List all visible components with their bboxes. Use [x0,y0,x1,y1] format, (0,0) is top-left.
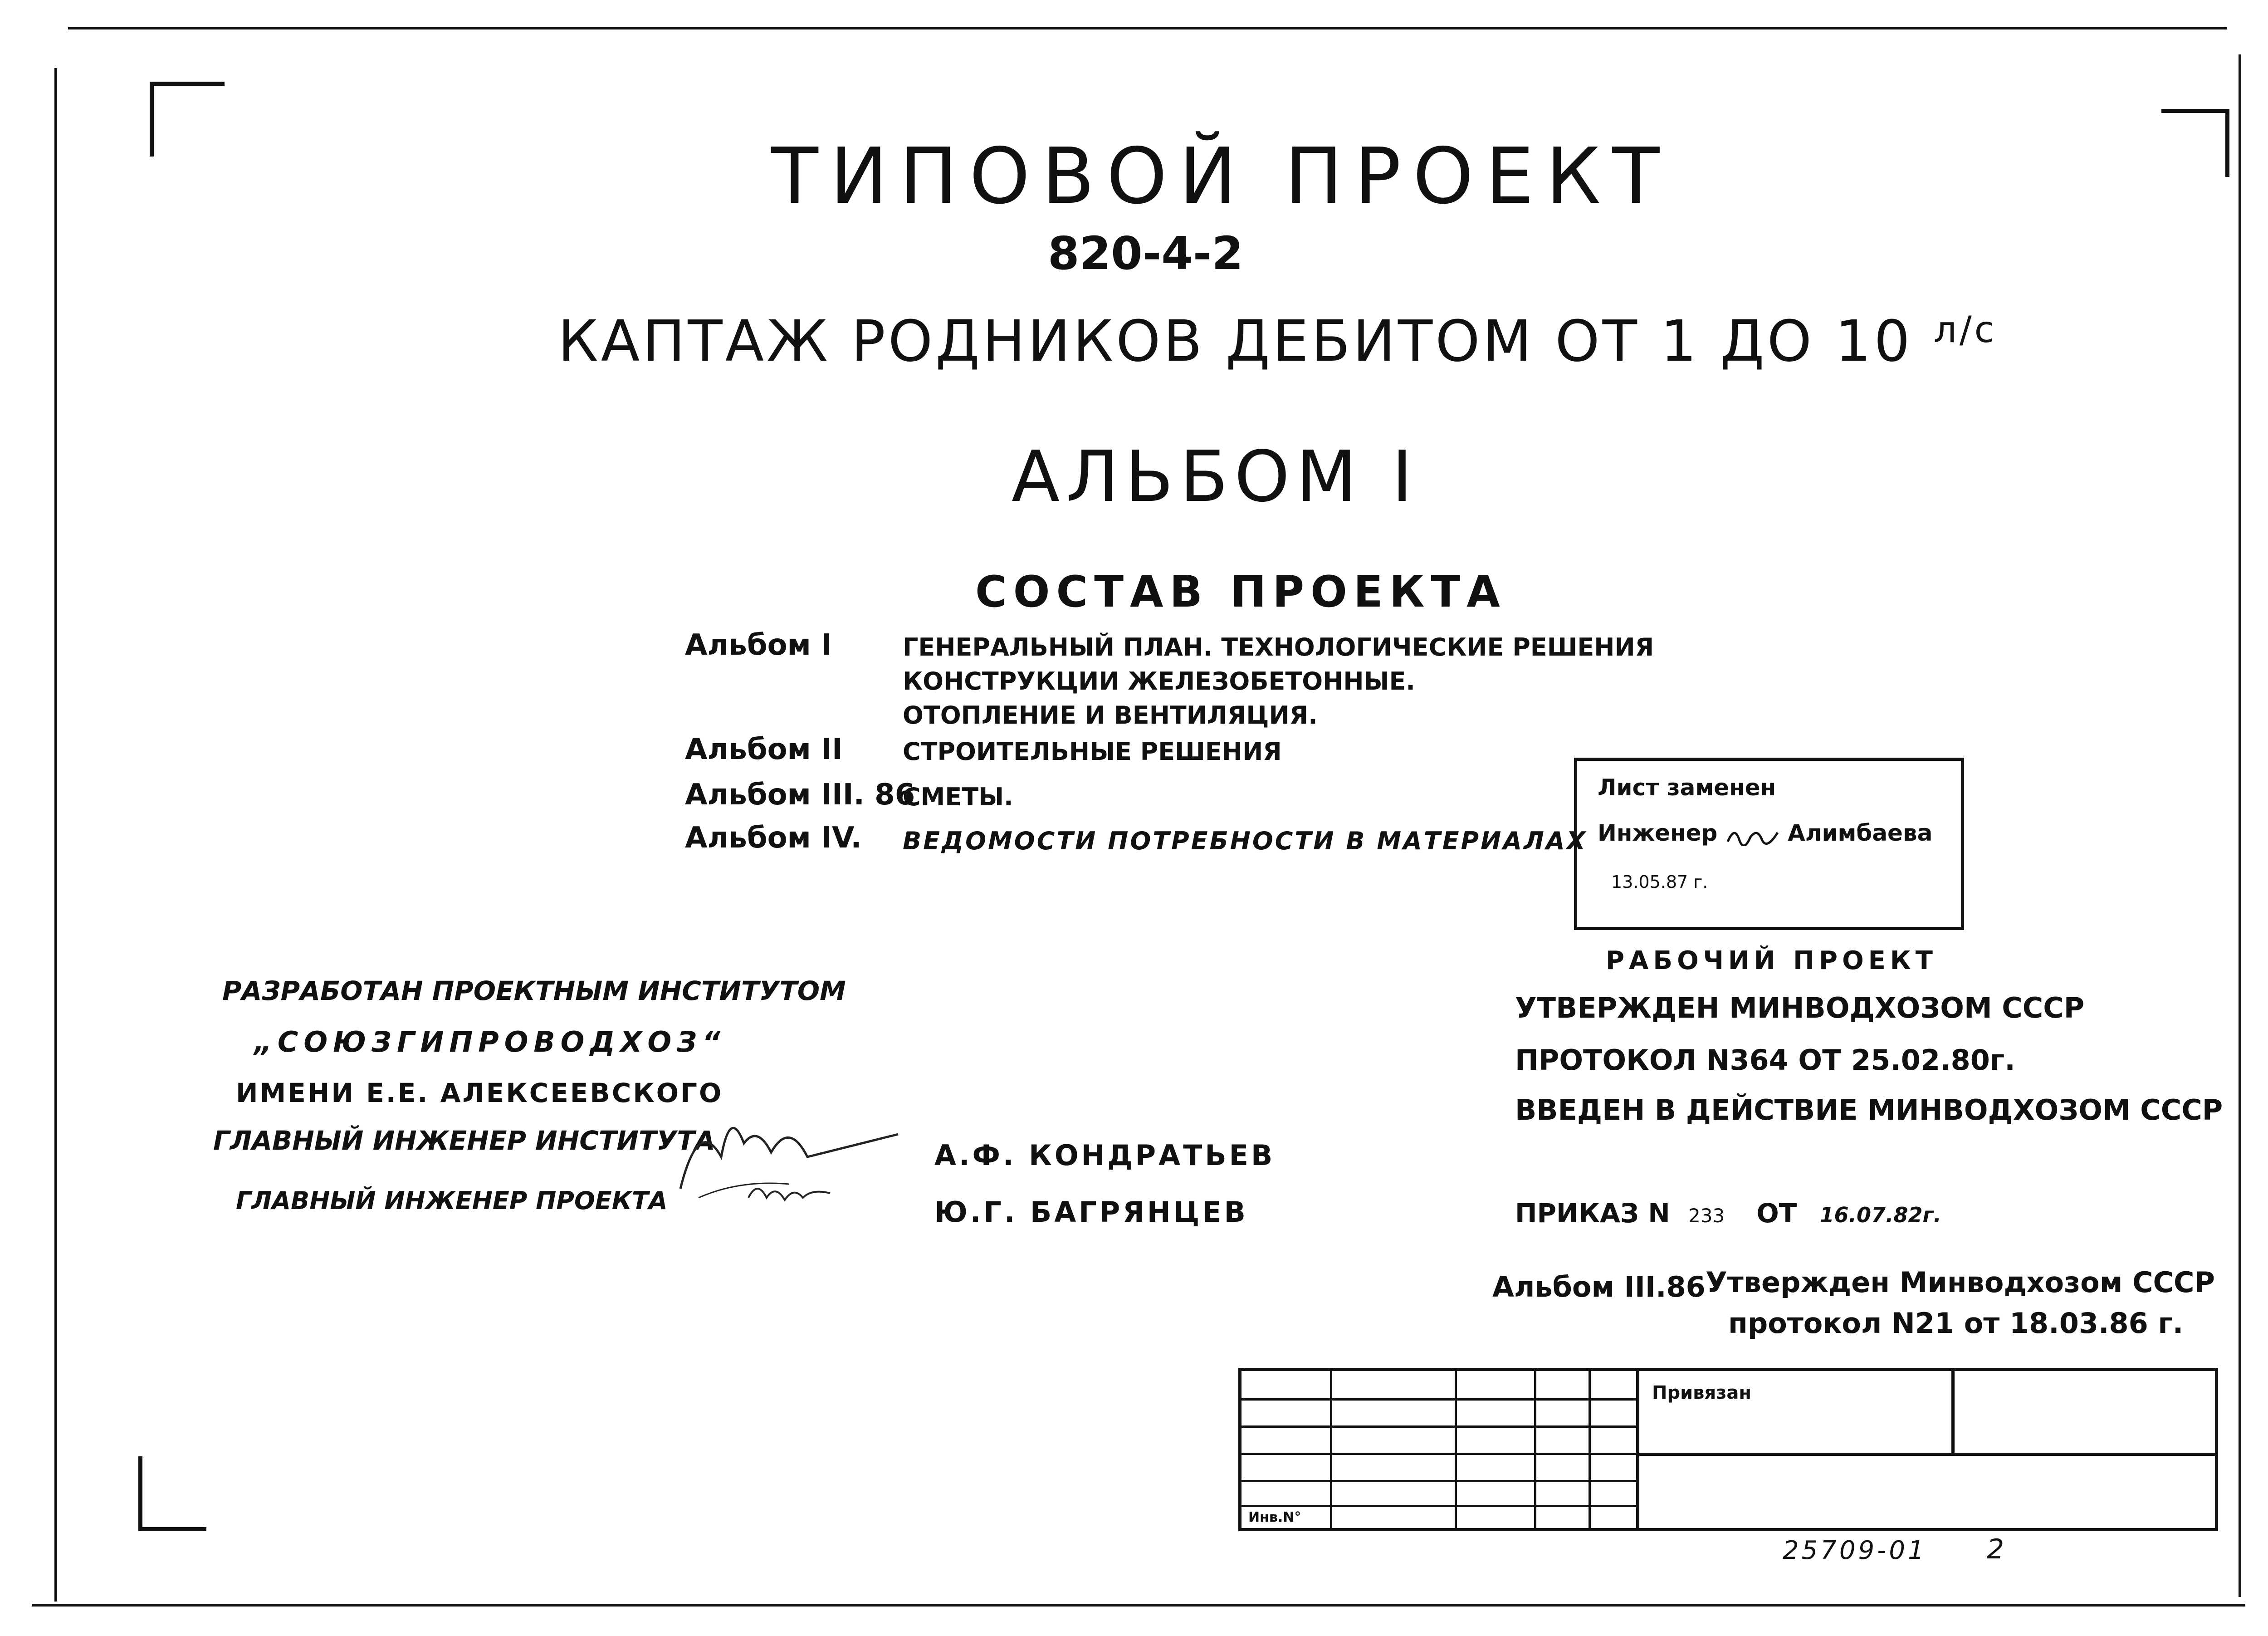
stamp-inventory-label: Инв.N° [1248,1509,1301,1525]
order-label: ПРИКАЗ N [1515,1198,1670,1229]
composition-heading: СОСТАВ ПРОЕКТА [975,567,1506,617]
order-number: 233 [1688,1205,1725,1227]
document-title: ТИПОВОЙ ПРОЕКТ [771,132,1672,221]
developer-role-1: ГЛАВНЫЙ ИНЖЕНЕР ИНСТИТУТА [213,1125,715,1156]
stamp-sheet-number: 2 [1987,1533,2004,1565]
project-subtitle-unit: л/с [1933,309,1997,351]
stamp-row-line [1242,1453,1636,1455]
stamp-row-line [1242,1398,1636,1401]
stamp-row-line [1242,1505,1636,1507]
order-date: 16.07.82г. [1819,1203,1941,1227]
replacement-note-date: 13.05.87 г. [1611,872,1708,892]
album3-approval-line-1: Утвержден Минводхозом СССР [1706,1266,2215,1299]
project-number: 820-4-2 [1048,227,1243,280]
replacement-note-box [1574,758,1964,930]
album3-approval-label: Альбом III.86 [1492,1270,1706,1303]
developer-name-1: А.Ф. КОНДРАТЬЕВ [934,1139,1276,1172]
replacement-signature-icon [1725,823,1780,846]
album-1-label: Альбом I [685,628,832,662]
album-1-line-2: КОНСТРУКЦИИ ЖЕЛЕЗОБЕТОННЫЕ. [903,667,1415,696]
corner-mark-bl-h [138,1527,206,1531]
project-subtitle [558,309,1997,374]
stamp-row-line [1242,1425,1636,1428]
album-3-label: Альбом III. 86 [685,778,915,812]
replacement-note-line-1: Лист заменен [1598,774,1776,801]
approval-line-4 [1515,1198,1941,1229]
developer-line-3: ИМЕНИ Е.Е. АЛЕКСЕЕВСКОГО [236,1078,723,1108]
title-block-stamp [1238,1368,2218,1531]
approval-line-1: УТВЕРЖДЕН МИНВОДХОЗОМ СССР [1515,991,2085,1024]
album-2-label: Альбом II [685,733,843,766]
stamp-divider [1589,1371,1591,1531]
corner-mark-bl-v [138,1456,142,1531]
developer-line-1: РАЗРАБОТАН ПРОЕКТНЫМ ИНСТИТУТОМ [222,975,846,1006]
album-4-label: Альбом IV. [685,821,862,855]
order-from-label: ОТ [1756,1198,1797,1229]
corner-mark-tr-h [2161,109,2229,113]
stamp-divider [1455,1371,1457,1531]
approval-line-3: ВВЕДЕН В ДЕЙСТВИЕ МИНВОДХОЗОМ СССР [1515,1093,2223,1127]
album-4-line-1: ВЕДОМОСТИ ПОТРЕБНОСТИ В МАТЕРИАЛАХ [903,827,1588,855]
stamp-divider [1636,1371,1639,1531]
developer-name-2: Ю.Г. БАГРЯНЦЕВ [934,1195,1248,1229]
frame-right [2239,54,2241,1597]
album3-approval-line-2: протокол N21 от 18.03.86 г. [1728,1307,2184,1340]
corner-mark-tr-v [2225,109,2229,177]
album-3-line-1: СМЕТЫ. [903,783,1013,811]
stamp-document-number: 25709-01 [1783,1536,1927,1565]
album-title: АЛЬБОМ I [1012,436,1419,518]
replacement-note-role: Инженер [1598,820,1718,846]
corner-mark-tl-h [150,82,225,86]
stamp-bound-label: Привязан [1652,1382,1752,1403]
stamp-divider [1330,1371,1332,1531]
signature-project-engineer-icon [744,1175,835,1216]
developer-institute-name: „СОЮЗГИПРОВОДХОЗ“ [254,1025,726,1058]
replacement-note-line-2 [1598,820,1932,846]
replacement-note-name: Алимбаева [1788,820,1933,846]
stamp-row-line [1636,1453,2218,1456]
stamp-divider [1534,1371,1536,1531]
stamp-divider [1951,1371,1955,1455]
corner-mark-tl-v [150,82,154,157]
developer-role-2: ГЛАВНЫЙ ИНЖЕНЕР ПРОЕКТА [236,1186,668,1215]
frame-top [68,27,2227,29]
frame-bottom [32,1604,2245,1607]
stamp-row-line [1242,1480,1636,1482]
album-1-line-1: ГЕНЕРАЛЬНЫЙ ПЛАН. ТЕХНОЛОГИЧЕСКИЕ РЕШЕНИЯ [903,633,1654,661]
album-2-line-1: СТРОИТЕЛЬНЫЕ РЕШЕНИЯ [903,737,1282,766]
project-subtitle-text: КАПТАЖ РОДНИКОВ ДЕБИТОМ ОТ 1 ДО 10 [558,309,1913,374]
approval-heading: РАБОЧИЙ ПРОЕКТ [1606,946,1937,975]
album-1-line-3: ОТОПЛЕНИЕ И ВЕНТИЛЯЦИЯ. [903,701,1318,730]
approval-line-2: ПРОТОКОЛ N364 ОТ 25.02.80г. [1515,1043,2015,1077]
frame-left [54,68,57,1602]
